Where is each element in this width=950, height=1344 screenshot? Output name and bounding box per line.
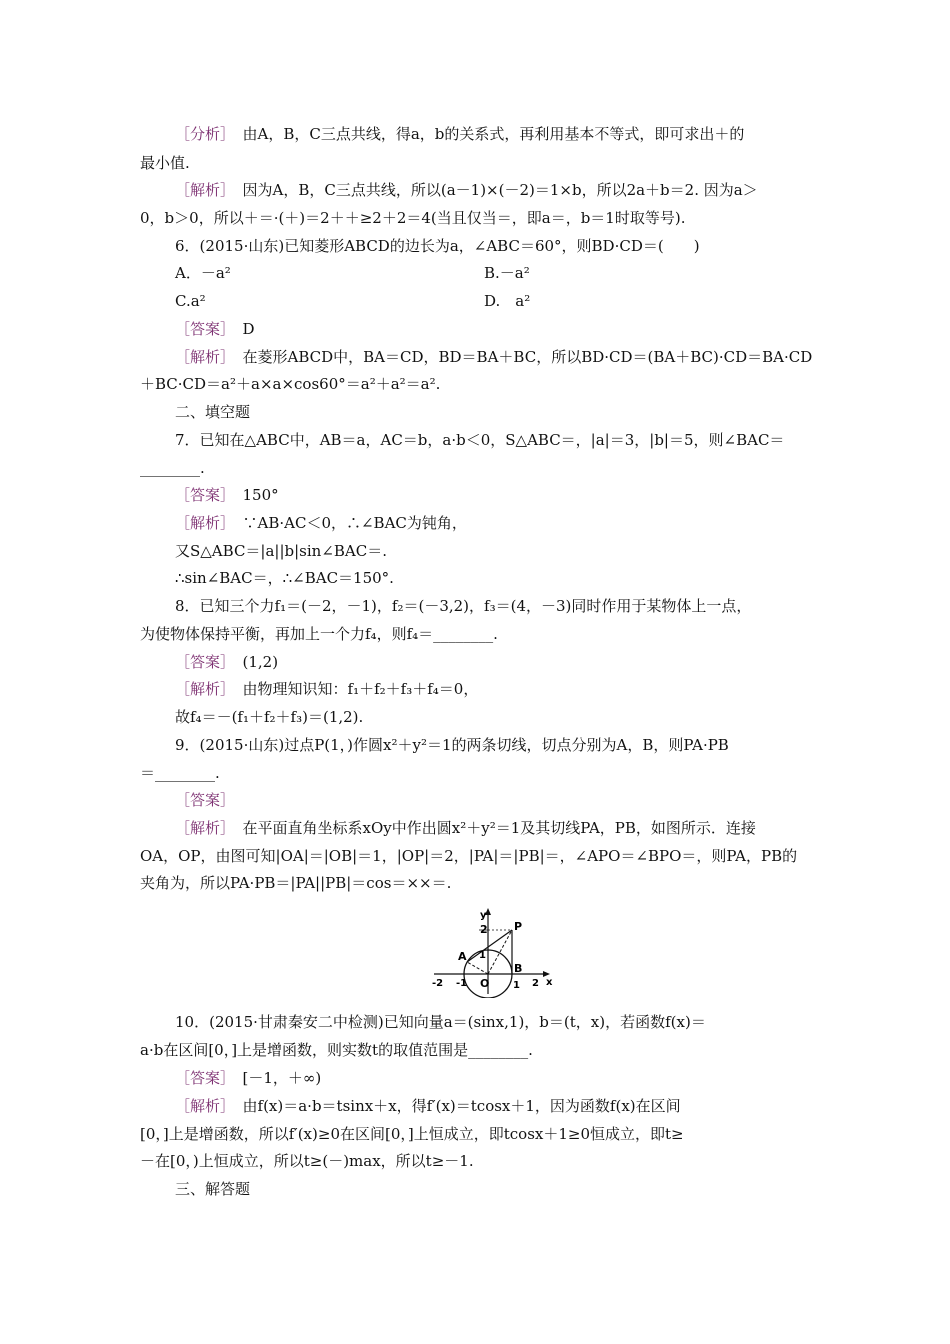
- answer-8: ［答案］ (1,2): [175, 653, 279, 671]
- text-line: 又S△ABC＝|a||b|sin∠BAC＝.: [175, 542, 388, 560]
- text-line: ［解析］ 在菱形ABCD中，BA＝CD，BD＝BA＋BC，所以BD·CD＝(BA＋BC)·CD＝BA·CD: [175, 348, 813, 366]
- text-line: 故f₄＝－(f₁＋f₂＋f₃)＝(1,2).: [175, 708, 364, 726]
- text-line: [0，]上是增函数，所以f′(x)≥0在区间[0，]上恒成立，即tcosx＋1≥0恒成立，即t≥: [140, 1125, 684, 1143]
- label-b: B: [514, 962, 523, 975]
- text-line: 0，b＞0，所以＋＝·(＋)＝2＋＋≥2＋2＝4(当且仅当＝，即a＝，b＝1时取等号).: [140, 209, 686, 227]
- label-x-1: 1: [513, 980, 520, 991]
- label-x-neg2: -2: [432, 978, 444, 989]
- label-y-2: 2: [480, 923, 488, 936]
- section-heading: 三、解答题: [175, 1180, 251, 1198]
- label-p: P: [514, 920, 523, 933]
- section-heading: 二、填空题: [175, 403, 251, 421]
- label-o: O: [480, 977, 490, 990]
- text-line: ［解析］ 由f(x)＝a·b＝tsinx＋x，得f′(x)＝tcosx＋1，因为函数f(x)在区间: [175, 1097, 681, 1115]
- question-9: 9．(2015·山东)过点P(1，)作圆x²＋y²＝1的两条切线，切点分别为A，B，则PA·PB: [175, 736, 729, 754]
- label-y: y: [480, 910, 487, 921]
- answer-10: ［答案］ [－1，＋∞): [175, 1069, 322, 1087]
- text-line: 最小值.: [140, 154, 190, 172]
- option-d: D. a²: [484, 292, 531, 310]
- text-line: 夹角为，所以PA·PB＝|PA||PB|＝cos＝××＝.: [140, 874, 452, 892]
- figure-svg: [424, 906, 564, 998]
- text-line: OA，OP，由图可知|OA|＝|OB|＝1，|OP|＝2，|PA|＝|PB|＝，∠APO＝∠BPO＝，则PA，PB的: [140, 847, 798, 865]
- label-x-neg1: -1: [456, 978, 468, 989]
- label-x-2: 2: [532, 978, 539, 989]
- answer-9: ［答案］: [175, 791, 236, 809]
- text-line: ［解析］ 因为A，B，C三点共线，所以(a－1)×(－2)＝1×b，所以2a＋b＝2. 因为a＞: [175, 181, 758, 199]
- text-line: －在[0，)上恒成立，所以t≥(－)max，所以t≥－1.: [140, 1152, 474, 1170]
- text-line: ［解析］ 在平面直角坐标系xOy中作出圆x²＋y²＝1及其切线PA，PB，如图所示．连接: [175, 819, 756, 837]
- segment-op: [488, 930, 512, 974]
- text-line: ＋BC·CD＝a²＋a×a×cos60°＝a²＋a²＝a².: [140, 375, 441, 393]
- answer-7: ［答案］ 150°: [175, 486, 279, 504]
- text-line: a·b在区间[0，]上是增函数，则实数t的取值范围是________.: [140, 1041, 533, 1059]
- answer-6: ［答案］ D: [175, 320, 255, 338]
- option-c: C.a²: [175, 292, 206, 310]
- text-line: ________.: [140, 459, 205, 477]
- label-y-1: 1: [479, 950, 486, 961]
- text-line: ∴sin∠BAC＝，∴∠BAC＝150°.: [175, 569, 394, 587]
- question-7: 7．已知在△ABC中，AB＝a，AC＝b，a·b＜0，S△ABC＝，|a|＝3，|b|＝5，则∠BAC＝: [175, 431, 785, 449]
- label-x: x: [546, 977, 553, 988]
- question-8: 8．已知三个力f₁＝(－2，－1)，f₂＝(－3,2)，f₃＝(4，－3)同时作用于某物体上一点，: [175, 597, 752, 615]
- text-line: ［解析］ ∵AB·AC＜0，∴∠BAC为钝角，: [175, 514, 467, 532]
- option-a: A．－a²: [175, 264, 231, 282]
- text-line: ＝________.: [140, 764, 220, 782]
- segment-oa: [467, 962, 488, 974]
- text-line: ［分析］ 由A，B，C三点共线，得a，b的关系式，再利用基本不等式，即可求出＋的: [175, 125, 745, 143]
- question-6: 6．(2015·山东)已知菱形ABCD的边长为a，∠ABC＝60°，则BD·CD＝( ): [175, 237, 700, 255]
- text-line: 为使物体保持平衡，再加上一个力f₄，则f₄＝________.: [140, 625, 498, 643]
- question-10: 10．(2015·甘肃秦安二中检测)已知向量a＝(sinx,1)，b＝(t，x)，若函数f(x)＝: [175, 1013, 706, 1031]
- text-line: ［解析］ 由物理知识知：f₁＋f₂＋f₃＋f₄＝0，: [175, 680, 479, 698]
- option-b: B.－a²: [484, 264, 530, 282]
- label-a: A: [458, 950, 467, 963]
- tangent-circle-figure: [424, 906, 564, 1002]
